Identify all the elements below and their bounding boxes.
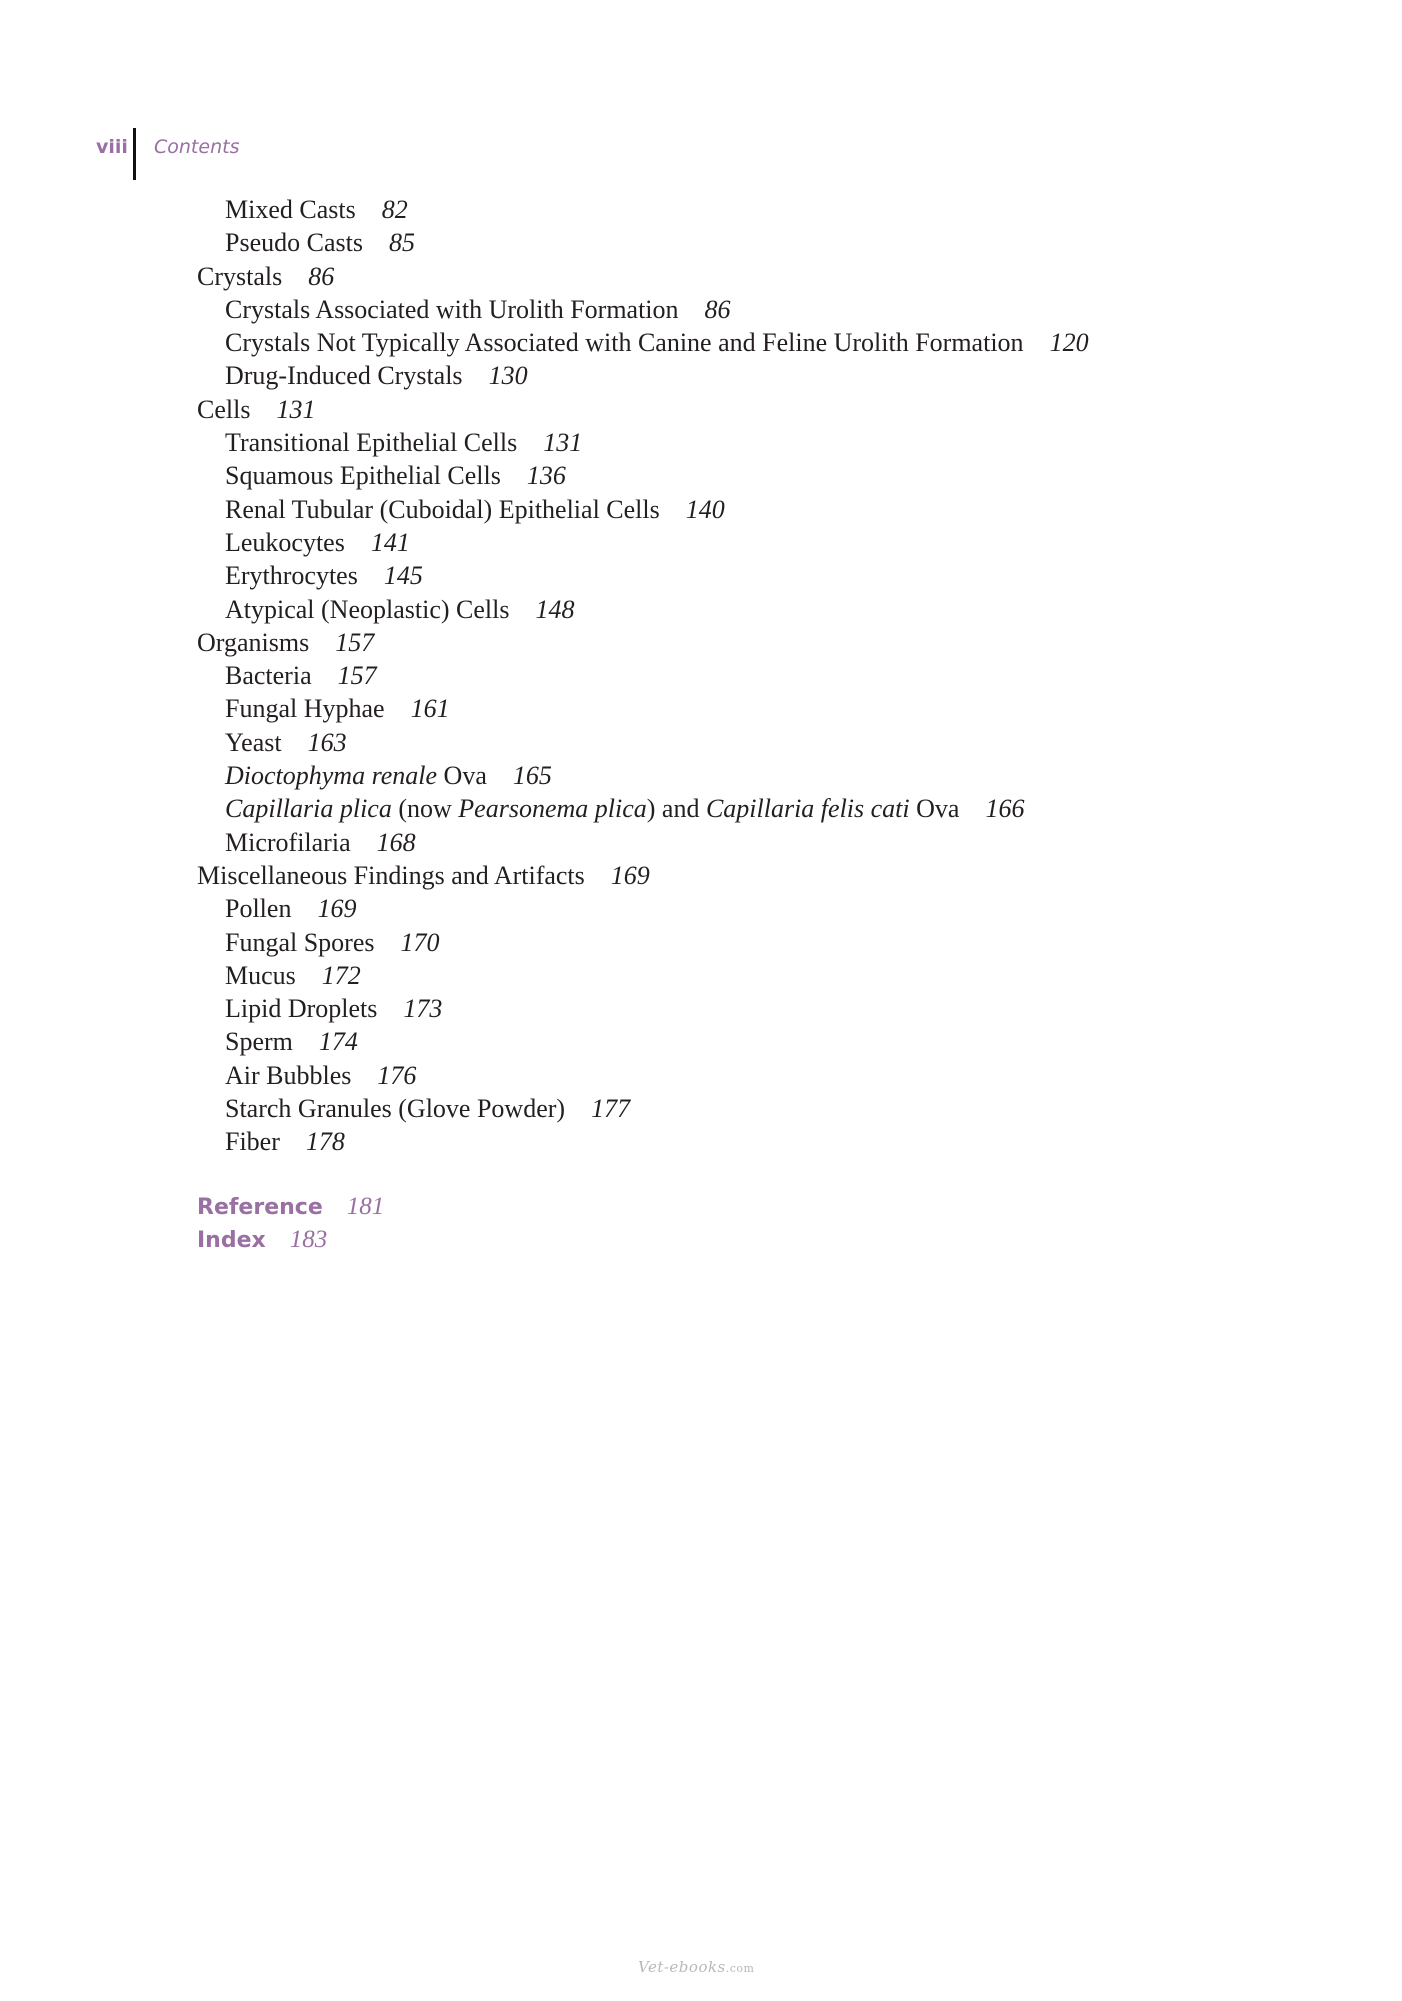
back-matter-entry [197, 1223, 384, 1256]
toc-subsection-entry [197, 759, 1089, 792]
toc-subsection-entry [197, 293, 1089, 326]
toc-subsection-entry [197, 193, 1089, 226]
toc-title-italic-segment: Dioctophyma renale [225, 761, 438, 791]
toc-subsection-entry [197, 526, 1089, 559]
toc-entry-title: Erythrocytes [225, 561, 358, 591]
toc-subsection-entry [197, 726, 1089, 759]
page-number: viii [96, 136, 128, 158]
toc-subsection-entry [197, 1025, 1089, 1058]
toc-entry-page: 130 [488, 361, 528, 391]
toc-entry-title: Organisms [197, 627, 310, 657]
toc-entry-page: 148 [535, 594, 575, 624]
header-divider [133, 128, 136, 180]
toc-entry-page: 176 [377, 1060, 417, 1090]
toc-entry-page: 178 [305, 1127, 345, 1157]
toc-entry-page: 86 [704, 294, 731, 324]
toc-subsection-entry [197, 493, 1089, 526]
toc-subsection-entry [197, 459, 1089, 492]
toc-entry-page: 120 [1049, 328, 1089, 358]
toc-title-italic-segment: Capillaria felis cati [705, 794, 910, 824]
toc-subsection-entry [197, 1059, 1089, 1092]
back-matter-entry [197, 1190, 384, 1223]
toc-subsection-entry [197, 692, 1089, 725]
toc-subsection-entry [197, 559, 1089, 592]
toc-subsection-entry [197, 359, 1089, 392]
toc-entry-title: Drug-Induced Crystals [225, 361, 463, 391]
table-of-contents [197, 193, 1089, 1159]
toc-entry-page: 168 [376, 827, 416, 857]
toc-entry-title: Miscellaneous Findings and Artifacts [197, 860, 585, 890]
toc-entry-title: Mixed Casts [225, 195, 356, 224]
toc-entry-title: Sperm [225, 1027, 293, 1057]
toc-entry-page: 163 [307, 727, 347, 757]
toc-entry-page: 136 [526, 461, 566, 491]
toc-entry-title: Leukocytes [225, 527, 345, 557]
toc-entry-page: 170 [400, 927, 440, 957]
toc-entry-title: Fungal Hyphae [225, 694, 385, 724]
toc-entry-title: Fungal Spores [225, 927, 375, 957]
section-title: Contents [154, 136, 240, 158]
toc-entry-title: Cells [197, 394, 251, 424]
back-matter-page: 181 [346, 1193, 385, 1220]
toc-entry-page: 145 [383, 561, 423, 591]
toc-entry-title: Pseudo Casts [225, 228, 363, 258]
toc-entry-title: Starch Granules (Glove Powder) [225, 1094, 566, 1124]
toc-title-segment: (now [391, 794, 459, 824]
toc-subsection-entry [197, 226, 1089, 259]
toc-entry-page: 82 [381, 195, 408, 224]
toc-entry-title: Yeast [225, 727, 282, 757]
toc-entry-page: 172 [321, 960, 361, 990]
toc-entry-page: 85 [388, 228, 415, 258]
toc-subsection-entry [197, 1125, 1089, 1158]
toc-section-entry [197, 626, 1089, 659]
watermark-suffix: .com [725, 1962, 755, 1975]
back-matter-title: Reference [197, 1195, 323, 1220]
toc-entry-title: Crystals Not Typically Associated with Canine and Feline Urolith Formation [225, 328, 1024, 358]
toc-subsection-entry [197, 926, 1089, 959]
toc-title-segment: ) and [646, 794, 706, 824]
toc-entry-title [225, 761, 487, 790]
toc-title-segment: Ova [437, 761, 487, 791]
toc-entry-title: Lipid Droplets [225, 994, 378, 1024]
toc-entry-page: 166 [985, 794, 1025, 824]
toc-subsection-entry [197, 892, 1089, 925]
back-matter-list [197, 1190, 384, 1257]
toc-subsection-entry [197, 326, 1089, 359]
toc-entry-page: 174 [318, 1027, 358, 1057]
toc-subsection-entry [197, 426, 1089, 459]
toc-entry-title: Fiber [225, 1127, 280, 1157]
toc-entry-title: Renal Tubular (Cuboidal) Epithelial Cells [225, 494, 660, 524]
toc-subsection-entry [197, 1092, 1089, 1125]
toc-subsection-entry [197, 959, 1089, 992]
toc-entry-title: Crystals [197, 261, 283, 291]
toc-subsection-entry [197, 792, 1089, 825]
toc-entry-page: 177 [591, 1094, 631, 1124]
toc-subsection-entry [197, 992, 1089, 1025]
toc-section-entry [197, 859, 1089, 892]
toc-title-segment: Ova [909, 794, 960, 824]
toc-entry-page: 161 [410, 694, 450, 724]
toc-entry-title: Pollen [225, 894, 292, 924]
toc-entry-page: 141 [370, 527, 410, 557]
toc-subsection-entry [197, 659, 1089, 692]
toc-entry-page: 169 [610, 860, 650, 890]
toc-entry-title: Atypical (Neoplastic) Cells [225, 594, 510, 624]
toc-entry-title: Mucus [225, 960, 296, 990]
back-matter-title: Index [197, 1228, 266, 1254]
toc-entry-title: Air Bubbles [225, 1060, 352, 1090]
toc-entry-page: 86 [308, 261, 335, 291]
back-matter-page: 183 [289, 1226, 328, 1254]
watermark [638, 1958, 754, 1976]
toc-subsection-entry [197, 593, 1089, 626]
toc-entry-title: Squamous Epithelial Cells [225, 461, 501, 491]
toc-title-italic-segment: Capillaria plica [225, 794, 392, 824]
toc-entry-page: 169 [317, 894, 357, 924]
toc-entry-page: 131 [276, 394, 316, 424]
toc-entry-title: Crystals Associated with Urolith Formation [225, 294, 679, 324]
toc-title-italic-segment: Pearsonema plica [458, 794, 647, 824]
toc-section-entry [197, 260, 1089, 293]
toc-entry-page: 157 [337, 661, 377, 691]
toc-section-entry [197, 393, 1089, 426]
toc-entry-title: Microfilaria [225, 827, 351, 857]
toc-entry-page: 165 [512, 761, 552, 791]
toc-entry-page: 173 [403, 994, 443, 1024]
toc-entry-page: 140 [685, 494, 725, 524]
toc-entry-page: 131 [543, 428, 583, 458]
toc-entry-title: Transitional Epithelial Cells [225, 428, 518, 458]
watermark-text: Vet-ebooks [638, 1958, 726, 1976]
toc-entry-page: 157 [335, 627, 375, 657]
toc-entry-title [225, 794, 959, 823]
toc-entry-title: Bacteria [225, 661, 312, 691]
toc-subsection-entry [197, 826, 1089, 859]
